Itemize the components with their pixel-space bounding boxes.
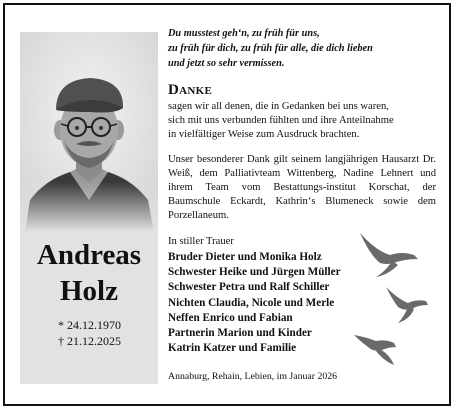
mourner-entry: Bruder Dieter und Monika Holz: [168, 251, 322, 263]
seagull-icon: [386, 287, 428, 323]
last-name: Holz: [60, 275, 118, 307]
special-thanks-paragraph: Unser besonderer Dank gilt seinem langjährigen Hausarzt Dr. Weiß, dem Palliativteam Wittenberg, Nadine Lehnert und ihrem Team vom Bestattungs-institut Korschat, der Baumschule Eckardt, Kathrin‘s Blumeneck sowie dem Porzellaneum.: [168, 154, 436, 221]
seagull-icon: [354, 335, 396, 365]
mourner-entry: Neffen Enrico und Fabian: [168, 311, 293, 324]
danke-line: in vielfältiger Weise zum Ausdruck brachten.: [168, 129, 360, 140]
mourner-entry: Partnerin Marion und Kinder: [168, 327, 312, 340]
danke-heading: Danke: [168, 82, 213, 98]
danke-text: [168, 100, 438, 142]
verse-line: und jetzt so sehr vermissen.: [168, 58, 285, 69]
seagull-icon: [360, 233, 418, 277]
place-and-date: Annaburg, Rehain, Lebien, im Januar 2026: [168, 371, 338, 382]
verse-line: Du musstest geh‘n, zu früh für uns,: [168, 28, 320, 39]
birth-date: * 24.12.1970: [58, 318, 121, 332]
seagulls-illustration: [350, 225, 450, 370]
portrait-photo: [20, 32, 158, 232]
mourner-entry: Schwester Heike und Jürgen Müller: [168, 266, 341, 279]
mourner-entry: Schwester Petra und Ralf Schiller: [168, 281, 330, 294]
mourner-entry: Katrin Katzer und Familie: [168, 342, 297, 355]
danke-line: sich mit uns verbunden fühlten und ihre Anteilnahme: [168, 115, 394, 126]
verse-line: zu früh für dich, zu früh für alle, die dich lieben: [168, 43, 373, 54]
mourning-intro: In stiller Trauer: [168, 236, 234, 247]
death-date: † 21.12.2025: [58, 334, 121, 348]
life-dates: [58, 317, 121, 349]
danke-line: sagen wir all denen, die in Gedanken bei uns waren,: [168, 101, 389, 112]
mourners-list: [168, 250, 341, 356]
first-name: Andreas: [36, 239, 142, 271]
left-column: [20, 32, 158, 384]
mourner-entry: Nichten Claudia, Nicole und Merle: [168, 296, 335, 309]
memorial-verse: [168, 26, 438, 71]
